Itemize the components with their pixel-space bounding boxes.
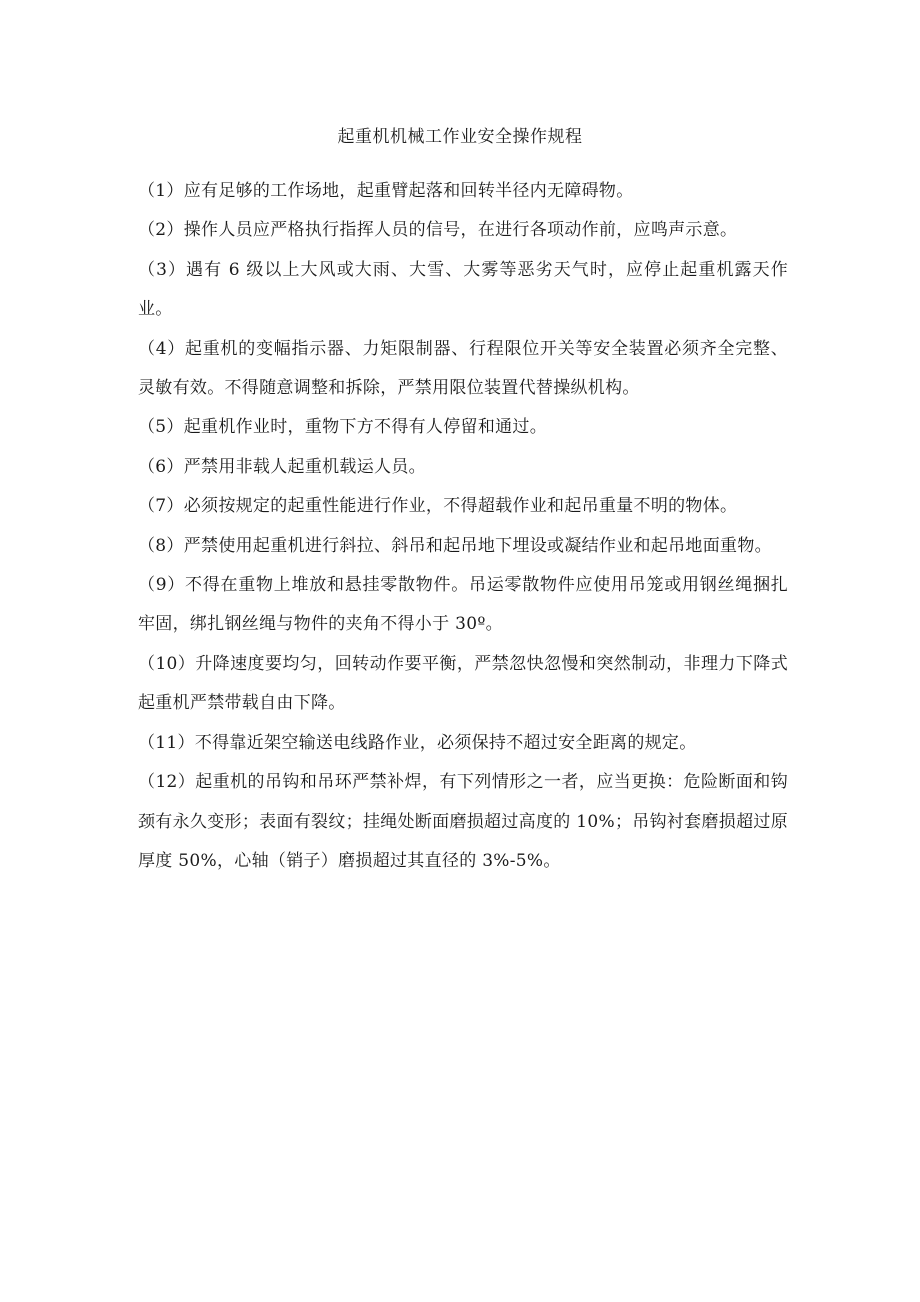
paragraph-8: （8）严禁使用起重机进行斜拉、斜吊和起吊地下埋设或凝结作业和起吊地面重物。 <box>138 535 772 556</box>
paragraph-4: （4）起重机的变幅指示器、力矩限制器、行程限位开关等安全装置必须齐全完整、灵敏有效。不得随意调整和拆除，严禁用限位装置代替操纵机构。 <box>138 338 788 399</box>
document-title: 起重机机械工作业安全操作规程 <box>337 127 583 147</box>
paragraph-12: （12）起重机的吊钩和吊环严禁补焊，有下列情形之一者，应当更换：危险断面和钩颈有永久变形；表面有裂纹；挂绳处断面磨损超过高度的 10%；吊钩衬套磨损超过原厚度 50%，心轴（销子）磨损超过其直径的 3%-5%。 <box>138 772 788 871</box>
paragraph-2: （2）操作人员应严格执行指挥人员的信号，在进行各项动作前，应鸣声示意。 <box>138 220 738 241</box>
paragraph-11: （11）不得靠近架空输送电线路作业，必须保持不超过安全距离的规定。 <box>138 732 697 753</box>
paragraph-3: （3）遇有 6 级以上大风或大雨、大雪、大雾等恶劣天气时，应停止起重机露天作业。 <box>138 259 788 320</box>
paragraph-7: （7）必须按规定的起重性能进行作业，不得超载作业和起吊重量不明的物体。 <box>138 496 738 517</box>
paragraph-9: （9）不得在重物上堆放和悬挂零散物件。吊运零散物件应使用吊笼或用钢丝绳捆扎牢固，绑扎钢丝绳与物件的夹角不得小于 30º。 <box>138 575 788 635</box>
paragraph-10: （10）升降速度要均匀，回转动作要平衡，严禁忽快忽慢和突然制动，非理力下降式起重机严禁带载自由下降。 <box>138 653 788 714</box>
paragraph-6: （6）严禁用非载人起重机载运人员。 <box>138 456 426 477</box>
paragraph-5: （5）起重机作业时，重物下方不得有人停留和通过。 <box>138 417 548 438</box>
document-body <box>138 172 788 881</box>
paragraph-1: （1）应有足够的工作场地，起重臂起落和回转半径内无障碍物。 <box>138 181 634 201</box>
